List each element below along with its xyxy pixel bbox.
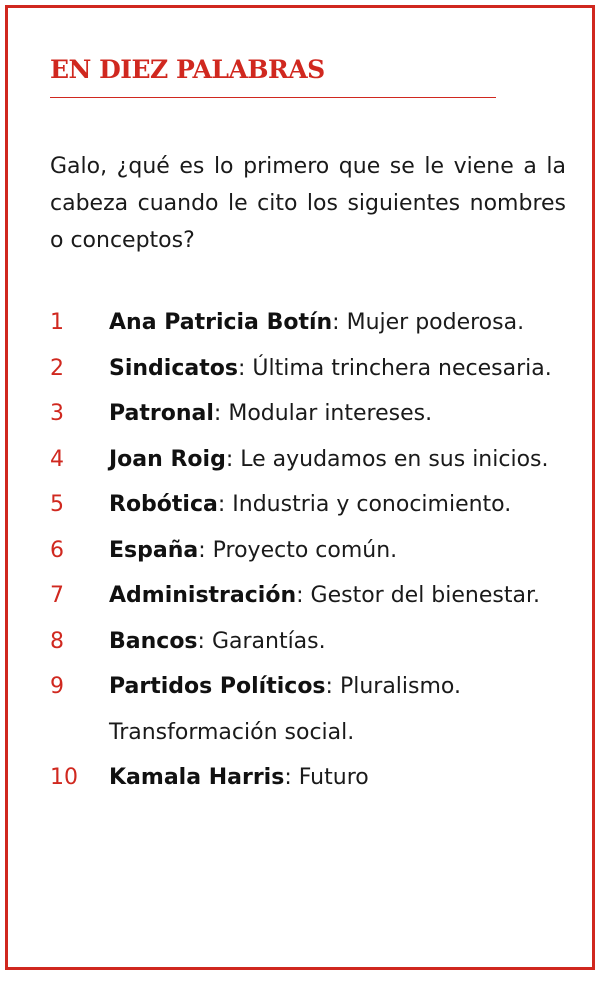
item-term: Partidos Políticos	[109, 674, 326, 699]
list-item	[8, 437, 579, 483]
item-answer: Gestor del bienestar.	[303, 583, 540, 608]
word-association-list	[8, 300, 598, 801]
item-number: 7	[50, 583, 64, 608]
item-answer: Última trinchera necesaria.	[245, 355, 552, 381]
interview-question: Galo, ¿qué es lo primero que se le viene a la cabeza cuando le cito los siguientes nombres o conceptos?	[50, 154, 566, 253]
item-term: España	[109, 537, 199, 563]
item-answer: Modular intereses.	[221, 401, 433, 426]
item-term: Ana Patricia Botín	[109, 310, 333, 335]
item-number: 3	[50, 401, 64, 426]
item-term: Robótica	[109, 492, 218, 517]
sidebar-box	[5, 5, 595, 970]
item-number: 2	[50, 355, 64, 381]
list-item	[8, 573, 579, 619]
item-answer: Mujer poderosa.	[339, 310, 525, 335]
item-answer: Proyecto común.	[205, 537, 398, 563]
list-item	[8, 664, 579, 755]
item-answer: Futuro	[291, 765, 369, 790]
item-number: 8	[50, 628, 64, 654]
item-separator: :	[213, 401, 222, 426]
item-separator: :	[284, 765, 292, 790]
item-answer: Pluralismo. Transformación social.	[109, 674, 461, 745]
item-separator: :	[296, 583, 304, 608]
list-item	[8, 391, 579, 437]
item-answer: Le ayudamos en sus inicios.	[233, 446, 549, 472]
item-answer: Industria y conocimiento.	[225, 492, 512, 517]
item-separator: :	[332, 310, 340, 335]
item-separator: :	[217, 492, 226, 517]
heading-divider	[50, 97, 496, 98]
item-number: 10	[50, 765, 78, 790]
item-number: 5	[50, 492, 64, 517]
item-number: 4	[50, 446, 64, 472]
list-item	[8, 528, 579, 574]
list-item	[8, 755, 579, 801]
item-number: 9	[50, 674, 64, 699]
item-term: Sindicatos	[109, 355, 238, 381]
item-answer: Garantías.	[204, 628, 326, 654]
item-number: 6	[50, 537, 64, 563]
section-heading: EN DIEZ PALABRAS	[50, 55, 325, 84]
item-separator: :	[198, 537, 206, 563]
item-term: Joan Roig	[109, 446, 226, 472]
list-item	[8, 346, 579, 392]
item-separator: :	[325, 674, 333, 699]
item-term: Kamala Harris	[109, 765, 285, 790]
list-item	[8, 300, 579, 346]
item-separator: :	[237, 355, 246, 381]
item-term: Bancos	[109, 628, 198, 654]
item-separator: :	[197, 628, 205, 654]
item-term: Administración	[109, 583, 297, 608]
item-number: 1	[50, 310, 64, 335]
item-separator: :	[225, 446, 234, 472]
list-item	[8, 482, 579, 528]
list-item	[8, 619, 579, 665]
item-term: Patronal	[109, 401, 214, 426]
